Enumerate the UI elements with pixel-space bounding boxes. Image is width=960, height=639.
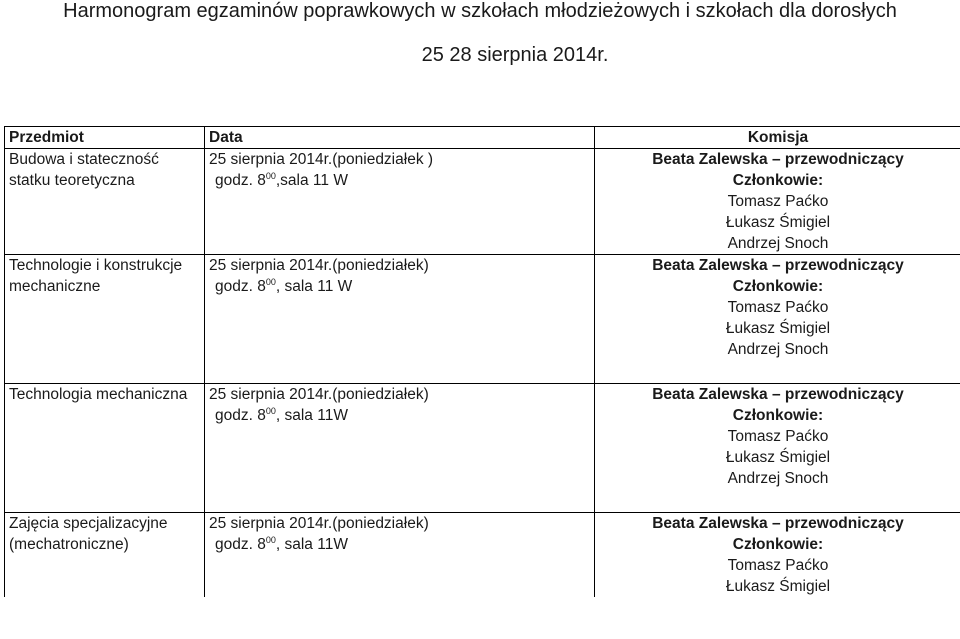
exam-date: 25 sierpnia 2014r.(poniedziałek) xyxy=(209,386,429,403)
commission-member: Tomasz Paćko xyxy=(727,193,829,210)
members-label: Członkowie: xyxy=(732,407,824,424)
commission-member: Łukasz Śmigiel xyxy=(725,320,831,337)
commission-member: Tomasz Paćko xyxy=(727,557,829,574)
document-date-range: 25 28 sierpnia 2014r. xyxy=(421,44,609,66)
commission-chair: Beata Zalewska – przewodniczący xyxy=(652,386,904,403)
table-row xyxy=(5,513,960,598)
table-row xyxy=(5,149,960,255)
exam-time: godz. $8^{00},sala$ 11 W xyxy=(215,171,348,189)
subject-cell: Technologia mechaniczna xyxy=(5,384,205,513)
exam-time: godz. $8^{00}$, sala 11 W xyxy=(215,277,353,295)
commission-member: Tomasz Paćko xyxy=(727,428,829,445)
exam-date: 25 sierpnia 2014r.(poniedziałek) xyxy=(209,257,429,274)
table-header-row xyxy=(5,127,960,149)
members-label: Członkowie: xyxy=(732,278,824,295)
header-commission: Komisja xyxy=(595,127,960,149)
commission-cell xyxy=(595,149,960,255)
members-label: Członkowie: xyxy=(732,172,824,189)
commission-chair: Beata Zalewska – przewodniczący xyxy=(652,257,904,274)
table-row xyxy=(5,255,960,384)
date-cell xyxy=(205,255,595,384)
date-cell xyxy=(205,384,595,513)
exam-time: godz. $8^{00}$, sala 11W xyxy=(215,406,348,424)
commission-chair: Beata Zalewska – przewodniczący xyxy=(652,151,904,168)
commission-cell xyxy=(595,384,960,513)
exam-time: godz. $8^{00}$, sala 11W xyxy=(215,535,348,553)
commission-member: Łukasz Śmigiel xyxy=(725,578,831,595)
commission-member: Andrzej Snoch xyxy=(727,235,829,252)
commission-member: Łukasz Śmigiel xyxy=(725,214,831,231)
date-cell xyxy=(205,513,595,598)
header-subject: Przedmiot xyxy=(5,127,205,149)
document-title: Harmonogram egzaminów poprawkowych w szkołach młodzieżowych i szkołach dla dorosłych xyxy=(63,0,897,22)
members-label: Członkowie: xyxy=(732,536,824,553)
date-cell xyxy=(205,149,595,255)
exam-date: 25 sierpnia 2014r.(poniedziałek) xyxy=(209,515,429,532)
subject-cell: Technologie i konstrukcje mechaniczne xyxy=(5,255,205,384)
commission-member: Andrzej Snoch xyxy=(727,341,829,358)
exam-date: 25 sierpnia 2014r.(poniedziałek ) xyxy=(209,151,434,168)
table-row xyxy=(5,384,960,513)
commission-member: Tomasz Paćko xyxy=(727,299,829,316)
commission-member: Andrzej Snoch xyxy=(727,470,829,487)
subject-cell: Zajęcia specjalizacyjne (mechatroniczne) xyxy=(5,513,205,598)
commission-cell xyxy=(595,513,960,598)
commission-member: Łukasz Śmigiel xyxy=(725,449,831,466)
commission-cell xyxy=(595,255,960,384)
commission-chair: Beata Zalewska – przewodniczący xyxy=(652,515,904,532)
exam-schedule-table xyxy=(4,126,960,597)
header-date: Data xyxy=(205,127,595,149)
subject-cell: Budowa i stateczność statku teoretyczna xyxy=(5,149,205,255)
